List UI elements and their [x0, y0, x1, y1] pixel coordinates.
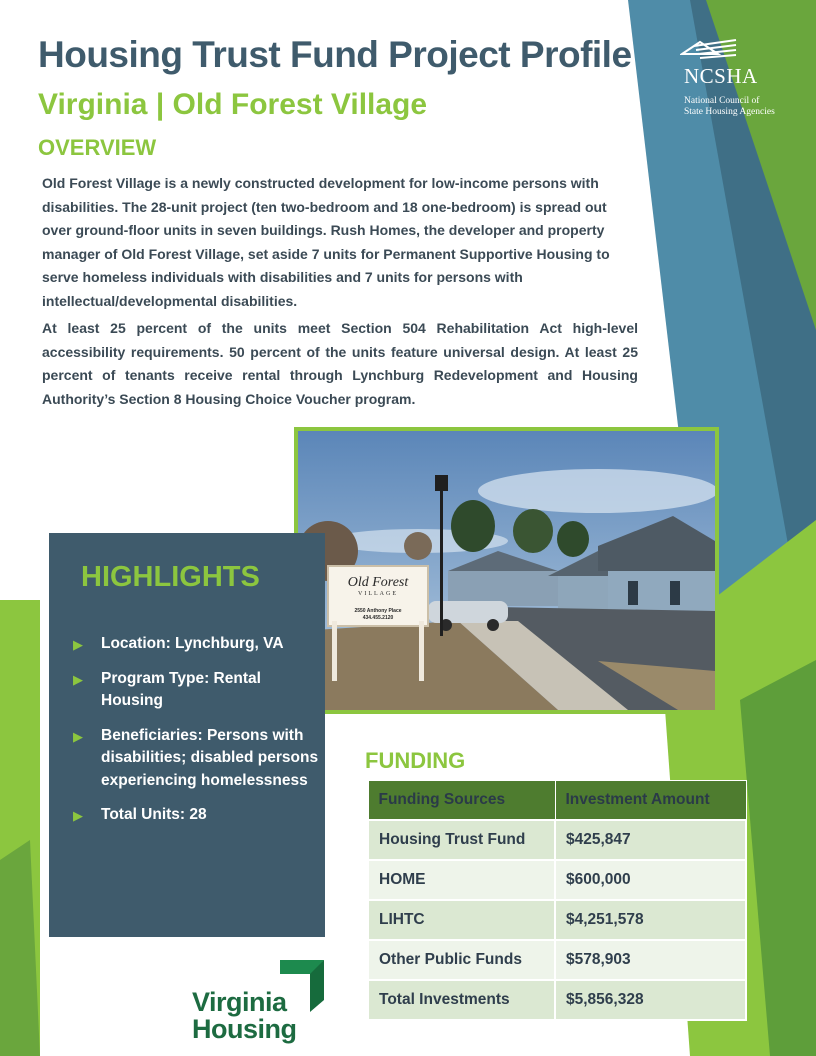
sign-subtitle: VILLAGE [358, 591, 398, 597]
table-row [368, 940, 746, 980]
page-title: Housing Trust Fund Project Profile [38, 34, 632, 75]
ncsha-name-line1: National Council of [684, 96, 760, 106]
table-row [368, 860, 746, 900]
sign-title: Old Forest [347, 575, 409, 590]
funding-source: Other Public Funds [368, 940, 555, 980]
investment-amount: $578,903 [555, 940, 746, 980]
overview-heading: OVERVIEW [38, 135, 157, 160]
highlight-text: Program Type: Rental Housing [101, 669, 261, 709]
arrow-bullet-icon: ▶ [73, 808, 83, 823]
investment-amount: $600,000 [555, 860, 746, 900]
funding-heading: FUNDING [365, 748, 466, 773]
investment-amount: $4,251,578 [555, 900, 746, 940]
funding-source: Housing Trust Fund [368, 820, 555, 860]
column-header-sources: Funding Sources [368, 781, 555, 821]
funding-source: HOME [368, 860, 555, 900]
highlight-item [71, 668, 321, 713]
vh-wordmark-line1: Virginia [192, 987, 287, 1017]
funding-source: Total Investments [368, 980, 555, 1020]
table-row [368, 820, 746, 860]
sign-phone: 434.455.2120 [362, 615, 394, 621]
highlight-text: Total Units: 28 [101, 806, 207, 823]
table-row [368, 900, 746, 940]
overview-paragraph-1: Old Forest Village is a newly constructed development for low-income persons with disabilities. The 28-unit project (ten two-bedroom and 18 one-bedroom) is spread out over ground-floor units in seven buildings. Rush Homes, the developer and property manager of Old Forest Village, set aside 7 units for Permanent Supportive Housing to serve homeless individuals with disabilities and 7 units for persons with intellectual/developmental disabilities. [42, 175, 610, 309]
highlight-item [71, 725, 321, 793]
virginia-housing-logo [190, 960, 330, 1052]
highlight-text: Location: Lynchburg, VA [101, 635, 284, 652]
project-photo [294, 427, 719, 714]
funding-table [367, 780, 747, 1021]
ncsha-name [684, 96, 794, 118]
funding-table-header [368, 781, 746, 821]
investment-amount: $5,856,328 [555, 980, 746, 1020]
house-flag-icon [680, 36, 740, 64]
sign-address: 2550 Anthony Place [354, 608, 402, 614]
vh-wordmark-line2: Housing [192, 1014, 297, 1044]
ncsha-logo [676, 36, 786, 126]
table-row [368, 980, 746, 1020]
arrow-bullet-icon: ▶ [73, 728, 83, 744]
funding-source: LIHTC [368, 900, 555, 940]
ncsha-name-line2: State Housing Agencies [684, 107, 775, 117]
highlight-item [71, 804, 321, 827]
highlights-panel [49, 533, 325, 937]
highlight-text: Beneficiaries: Persons with disabilities; disabled persons experiencing homelessness [101, 726, 319, 789]
page-subtitle: Virginia | Old Forest Village [38, 88, 428, 121]
ncsha-wordmark: NCSHA [684, 64, 758, 88]
highlights-list [71, 633, 321, 839]
column-header-amount: Investment Amount [555, 781, 746, 821]
arrow-bullet-icon: ▶ [73, 637, 83, 652]
investment-amount: $425,847 [555, 820, 746, 860]
arrow-bullet-icon: ▶ [73, 671, 83, 687]
overview-paragraph-2: At least 25 percent of the units meet Section 504 Rehabilitation Act high-level accessibility requirements. 50 percent of the units feature universal design. At least 25 percent of tenants receive rental through Lynchburg Redevelopment and Housing Authority’s Section 8 Housing Choice Voucher program. [42, 320, 638, 407]
highlight-item [71, 633, 321, 656]
highlights-heading: HIGHLIGHTS [81, 561, 260, 593]
